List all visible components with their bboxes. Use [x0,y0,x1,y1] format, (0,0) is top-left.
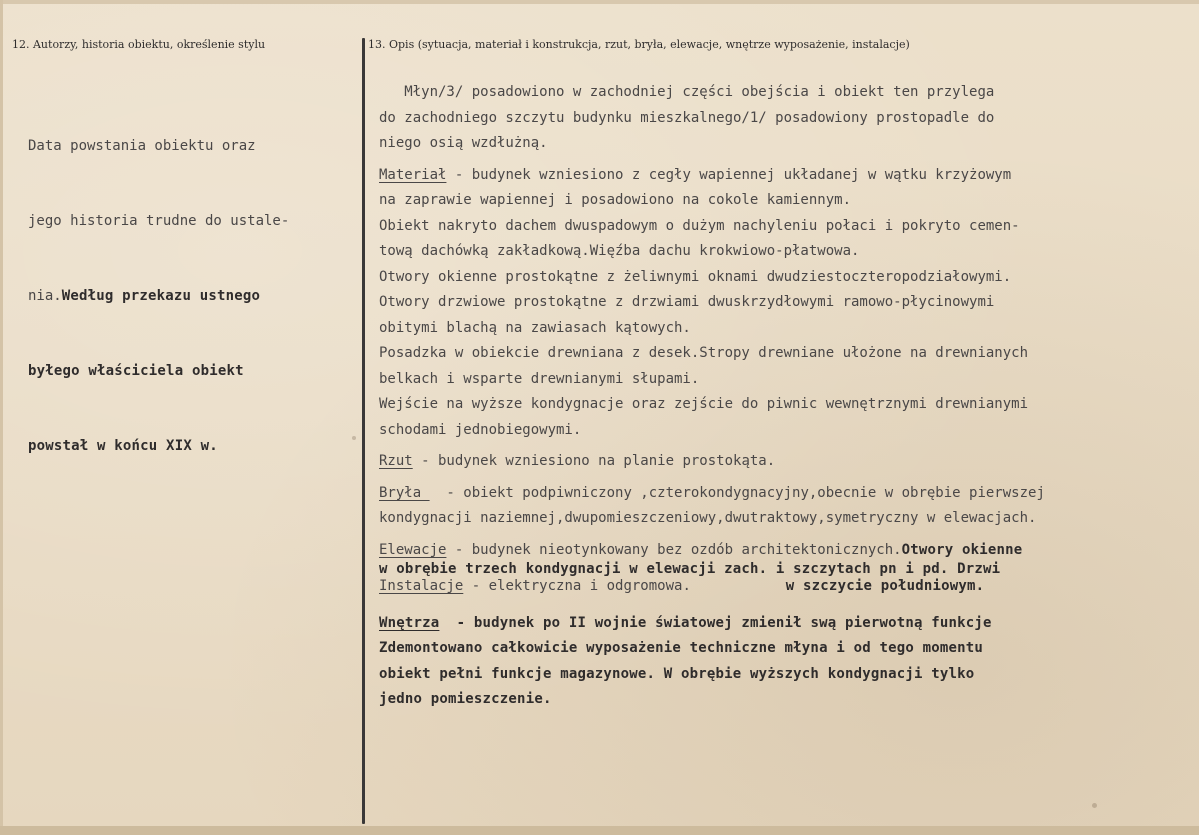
history-bold-line: powstał w końcu XIX w. [28,438,218,454]
instalacje-text: - elektryczna i odgromowa. [463,577,691,594]
column-divider [362,38,365,824]
wnetrza-line [379,611,1184,637]
description-text [379,80,1184,713]
material-line: Otwory okienne prostokątne z żeliwnymi oknami dwudziestoczteropodziałowymi. [379,268,1012,285]
paper-top-edge [0,0,1199,4]
spacer [379,595,1184,611]
paper-left-edge [0,0,3,835]
bryla-label: Bryła [379,484,430,501]
elewacje-line: w obrębie trzech kondygnacji w elewacji zach. i szczytach pn i pd. Drzwi [379,560,1001,577]
intro-line: niego osią wzdłużną. [379,135,548,151]
material-line: Posadzka w obiekcie drewniana z desek.Stropy drewniane ułożone na drewnianych [379,345,1029,361]
material-line: schodami jednobiegowymi. [379,421,582,438]
material-first-text: - budynek wzniesiono z cegły wapiennej układanej w wątku krzyżowym [446,166,1012,183]
spacer [379,532,1184,539]
rzut-line [379,449,1184,475]
material-line: obitymi blachą na zawiasach kątowych. [379,319,691,336]
material-line: belkach i wsparte drewnianymi słupami. [379,370,700,387]
section-12-header: 12. Autorzy, historia obiektu, określenie stylu [12,38,266,51]
material-line: Wejście na wyższe kondygnacje oraz zejście do piwnic wewnętrznymi drewnianymi [379,396,1029,412]
wnetrza-label: Wnętrza [379,614,440,631]
history-line: jego historia trudne do ustale- [28,213,290,229]
history-line: Data powstania obiektu oraz [28,138,256,154]
elewacje-label: Elewacje [379,541,447,558]
paper-bottom-edge [0,826,1199,835]
material-line: Obiekt nakryto dachem dwuspadowym o dużym nachyleniu połaci i pokryto cemen- [379,217,1020,234]
authors-history-text [28,84,358,484]
wnetrza-line: Zdemontowano całkowicie wyposażenie techniczne młyna i od tego momentu [379,640,984,656]
history-line-start: nia. [28,288,62,304]
material-label: Materiał [379,166,447,183]
material-line [379,163,1184,189]
material-line: na zaprawie wapiennej i posadowiono na cokole kamiennym. [379,192,852,208]
wnetrza-line: obiekt pełni funkcje magazynowe. W obrębie wyższych kondygnacji tylko [379,665,975,682]
history-bold-tail: Według przekazu ustnego [61,288,261,304]
material-line: Otwory drzwiowe prostokątne z drzwiami dwuskrzydłowymi ramowo-płycinowymi [379,294,995,310]
bryla-text: - obiekt podpiwniczony ,czterokondygnacyjny,obecnie w obrębie pierwszej [429,484,1045,501]
wnetrza-line: jedno pomieszczenie. [379,691,552,707]
rzut-label: Rzut [379,453,413,469]
elewacje-text: - budynek nieotynkowany bez ozdób architektonicznych. [446,541,902,558]
material-line: tową dachówką zakładkową.Więźba dachu krokwiowo-płatwowa. [379,243,860,259]
instalacje-label: Instalacje [379,577,464,594]
instalacje-line [379,578,1184,595]
section-13-header: 13. Opis (sytuacja, materiał i konstrukcja, rzut, bryła, elewacje, wnętrze wyposażenie, instalacje) [368,38,910,51]
instalacje-bold-tail: w szczycie południowym. [690,577,985,594]
history-bold-line: byłego właściciela obiekt [28,363,244,379]
rzut-text: - budynek wzniesiono na planie prostokąta. [412,453,776,469]
wnetrza-text: - budynek po II wojnie światowej zmienił swą pierwotną funkcje [439,614,992,631]
bryla-line: kondygnacji naziemnej,dwupomieszczeniowy,dwutraktowy,symetryczny w elewacjach. [379,510,1037,526]
history-line [28,284,358,309]
elewacje-line [379,539,1184,561]
paper-stain [1092,803,1097,808]
elewacje-bold-tail: Otwory okienne [901,541,1023,558]
intro-line: do zachodniego szczytu budynku mieszkalnego/1/ posadowiony prostopadle do [379,109,995,126]
intro-line: Młyn/3/ posadowiono w zachodniej części obejścia i obiekt ten przylega [379,84,995,100]
bryla-line [379,481,1184,507]
